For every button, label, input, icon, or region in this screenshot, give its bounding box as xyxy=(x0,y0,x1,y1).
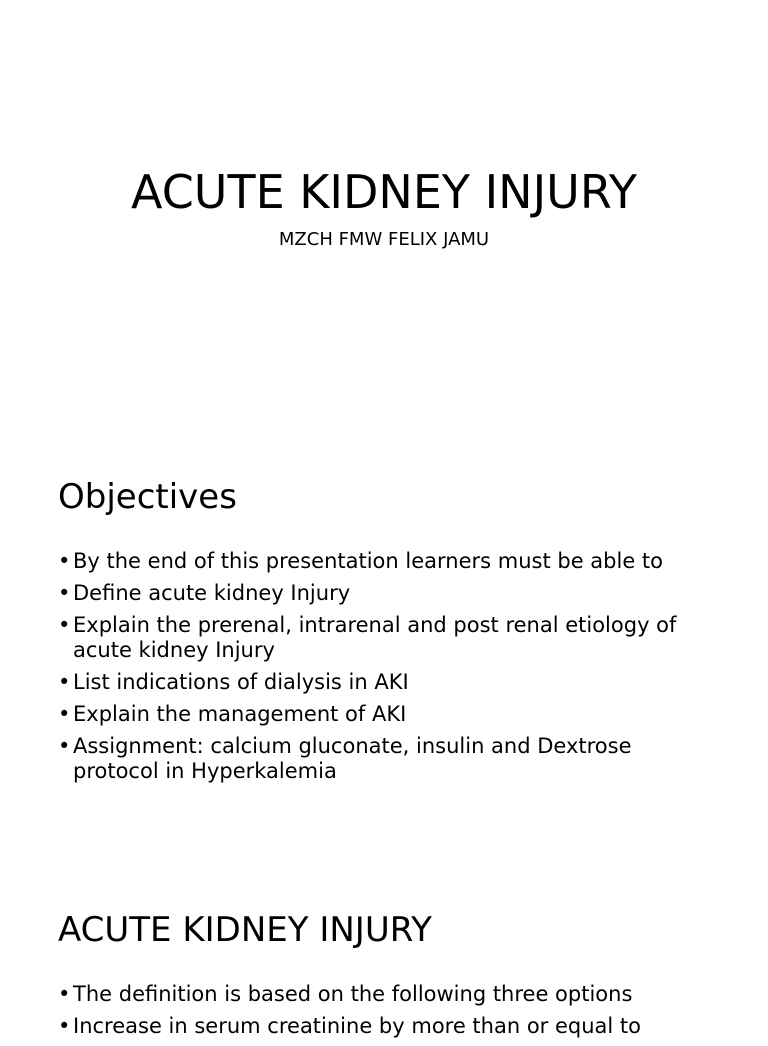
bullet-marker: • xyxy=(58,613,71,637)
bullet-text: Explain the prerenal, intrarenal and post renal etiology of acute kidney Injury xyxy=(73,613,677,662)
bullet-text: The definition is based on the following three options xyxy=(73,982,633,1006)
slide-heading: Objectives xyxy=(58,477,237,517)
presentation-title: ACUTE KIDNEY INJURY xyxy=(131,165,637,219)
bullet-item xyxy=(58,702,718,727)
objectives-slide xyxy=(0,432,768,865)
bullet-text: Assignment: calcium gluconate, insulin and Dextrose protocol in Hyperkalemia xyxy=(73,734,632,783)
bullet-list xyxy=(58,549,718,791)
bullet-marker: • xyxy=(58,581,71,605)
bullet-item xyxy=(58,734,718,784)
bullet-item xyxy=(58,613,718,663)
slide-heading: ACUTE KIDNEY INJURY xyxy=(58,910,432,950)
bullet-item xyxy=(58,549,718,574)
aki-definition-slide xyxy=(0,865,768,1038)
bullet-text: By the end of this presentation learners must be able to xyxy=(73,549,664,573)
bullet-text: Explain the management of AKI xyxy=(73,702,407,726)
bullet-text: Define acute kidney Injury xyxy=(73,581,351,605)
title-slide xyxy=(0,0,768,432)
bullet-marker: • xyxy=(58,702,71,726)
presentation-author: MZCH FMW FELIX JAMU xyxy=(278,229,490,250)
bullet-marker: • xyxy=(58,549,71,573)
bullet-marker: • xyxy=(58,982,71,1006)
bullet-text: List indications of dialysis in AKI xyxy=(73,670,409,694)
bullet-marker: • xyxy=(58,1014,71,1038)
bullet-item xyxy=(58,670,718,695)
bullet-list xyxy=(58,982,718,1046)
bullet-marker: • xyxy=(58,734,71,758)
bullet-item xyxy=(58,581,718,606)
bullet-item xyxy=(58,982,718,1007)
bullet-item xyxy=(58,1014,718,1039)
bullet-marker: • xyxy=(58,670,71,694)
bullet-text: Increase in serum creatinine by more than or equal to xyxy=(73,1014,642,1038)
